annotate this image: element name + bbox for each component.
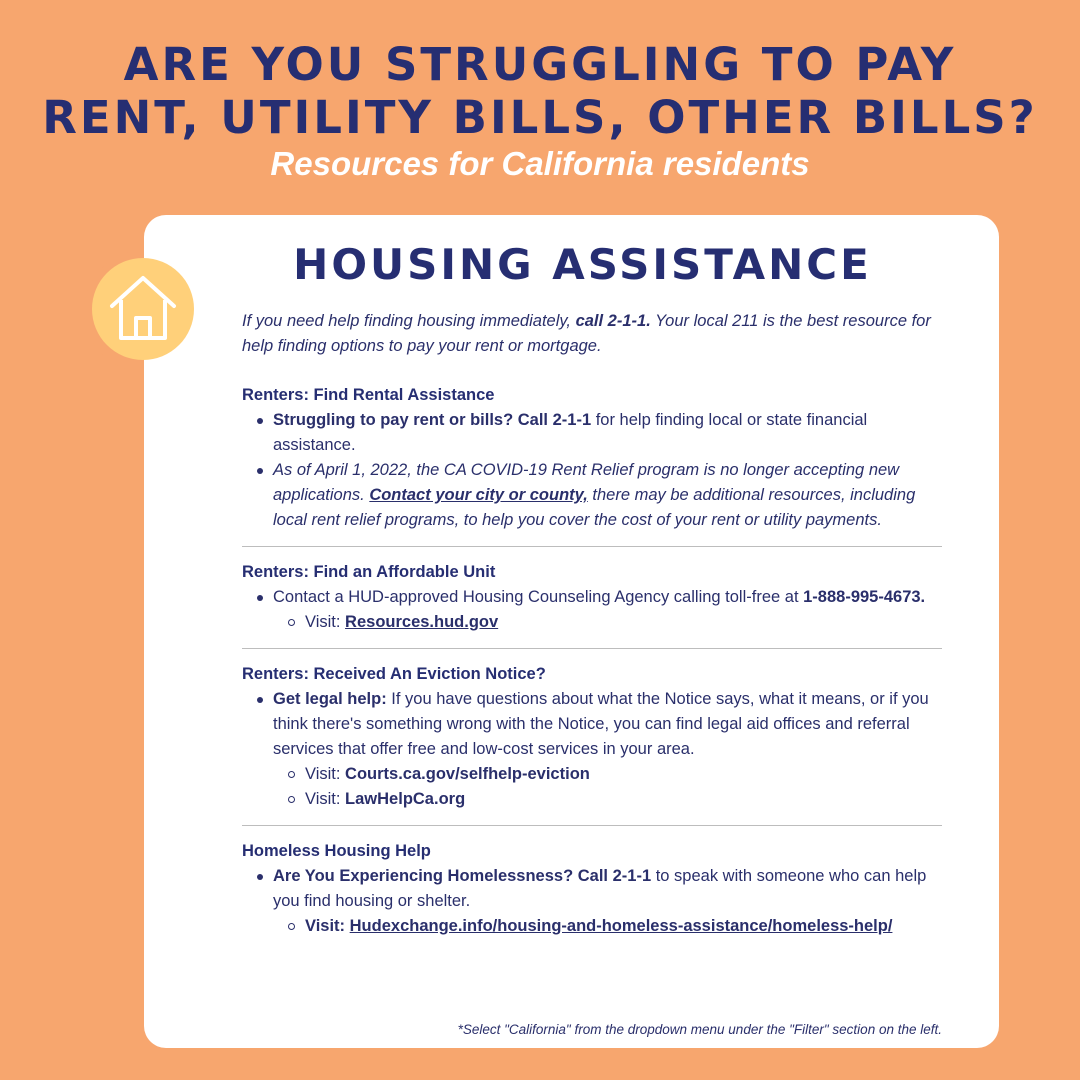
resources-hud-link[interactable]: Resources.hud.gov [345, 613, 499, 631]
sub-list [273, 762, 942, 812]
list-item [273, 458, 942, 533]
hudexchange-link[interactable]: Hudexchange.info/housing-and-homeless-assistance/homeless-help/ [349, 917, 893, 935]
lawhelpca-link[interactable]: LawHelpCa.org [345, 790, 466, 808]
card-title: HOUSING ASSISTANCE [293, 240, 872, 289]
sub-list-item [305, 914, 942, 939]
bullet-bold: Struggling to pay rent or bills? Call 2-1-1 [273, 411, 592, 429]
subhead: Resources for California residents [270, 145, 810, 182]
headline [0, 38, 1080, 144]
homeless-list [242, 864, 942, 939]
sub-list [273, 610, 942, 635]
sub-list-item [305, 762, 942, 787]
courts-selfhelp-link[interactable]: Courts.ca.gov/selfhelp-eviction [345, 765, 590, 783]
bullet-text: to speak with someone who can help you find housing or shelter. [273, 867, 927, 910]
divider [242, 825, 942, 826]
bullet-text: Contact a HUD-approved Housing Counseling Agency calling toll-free at [273, 588, 804, 606]
intro-call-211: call 2-1-1. [575, 312, 651, 330]
bullet-text: there may be additional resources, including local rent relief programs, to help you cover the cost of your rent or utility payments. [273, 486, 916, 529]
headline-line-1: ARE YOU STRUGGLING TO PAY [123, 38, 957, 91]
divider [242, 546, 942, 547]
bullet-text: As of April 1, 2022, the CA COVID-19 Rent Relief program is no longer accepting new applications. [273, 461, 900, 504]
bullet-text: If you have questions about what the Notice says, what it means, or if you think there's something wrong with the Notice, you can find legal aid offices and referral services that offer free and low-cost services in your area. [273, 690, 929, 758]
visit-label: Visit: [305, 613, 346, 631]
visit-label: Visit: [305, 917, 350, 935]
sub-list-item [305, 610, 942, 635]
affordable-unit-list [242, 585, 942, 635]
contact-city-county-link[interactable]: Contact your city or county, [369, 486, 588, 504]
sub-list-item [305, 787, 942, 812]
hud-phone-number: 1-888-995-4673. [803, 588, 926, 606]
bullet-bold: Are You Experiencing Homelessness? Call 2-1-1 [273, 867, 652, 885]
list-item [273, 687, 942, 812]
headline-line-2: RENT, UTILITY BILLS, OTHER BILLS? [42, 91, 1038, 144]
section-heading-rental-assistance: Renters: Find Rental Assistance [242, 386, 495, 404]
footnote: *Select "California" from the dropdown menu under the "Filter" section on the left. [457, 1022, 942, 1037]
list-item [273, 864, 942, 939]
card-content [242, 309, 942, 939]
section-heading-homeless: Homeless Housing Help [242, 842, 431, 860]
visit-label: Visit: [305, 790, 346, 808]
intro-text-2: Your local 211 is the best resource for help finding options to pay your rent or mortgage. [242, 312, 931, 355]
rental-assistance-list [242, 408, 942, 533]
list-item [273, 585, 942, 635]
section-heading-affordable-unit: Renters: Find an Affordable Unit [242, 563, 496, 581]
eviction-list [242, 687, 942, 812]
section-heading-eviction: Renters: Received An Eviction Notice? [242, 665, 546, 683]
list-item [273, 408, 942, 458]
sub-list [273, 914, 942, 939]
visit-label: Visit: [305, 765, 346, 783]
bullet-text: for help finding local or state financial assistance. [273, 411, 868, 454]
bullet-bold: Get legal help: [273, 690, 387, 708]
intro-text-1: If you need help finding housing immediately, [242, 312, 576, 330]
intro-paragraph [242, 309, 942, 359]
divider [242, 648, 942, 649]
